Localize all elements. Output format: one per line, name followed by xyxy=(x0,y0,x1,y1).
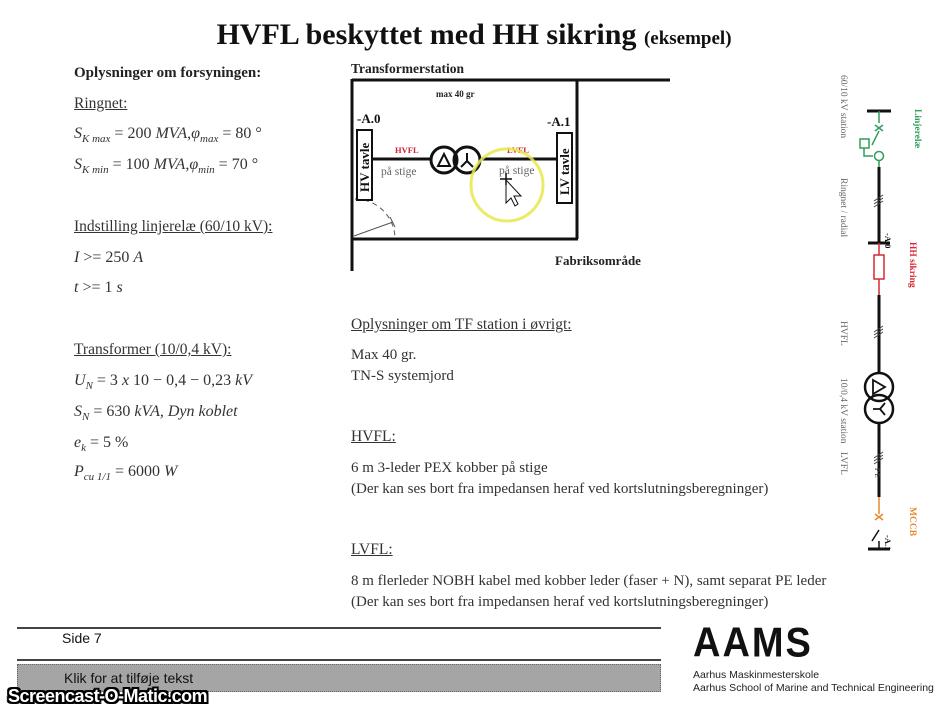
relay-current-formula: I >= 250 A xyxy=(74,249,144,266)
sld-hvfl-label: HVFL xyxy=(838,321,848,346)
logo-line-2: Aarhus School of Marine and Technical Engineering xyxy=(693,682,934,694)
hvfl-label: HVFL xyxy=(395,145,419,155)
lvfl-label: LVFL xyxy=(507,145,529,155)
lvfl-info-line-1: 8 m flerleder NOBH kabel med kobber leder (faser + N), samt separat PE leder xyxy=(351,573,827,589)
station-title: Transformerstation xyxy=(351,61,464,76)
screencast-watermark: Screencast-O-Matic.com xyxy=(8,686,208,706)
sk-max-formula: $S_{K max} = 200$ $MVA,\varphi_{max} = 80$ ° xyxy=(74,125,262,145)
aams-logo: AAMS xyxy=(693,620,813,667)
max-temp-label: max 40 gr xyxy=(436,89,475,99)
lvfl-info-line-2: (Der kan ses bort fra impedansen heraf ved kortslutningsberegninger) xyxy=(351,594,769,610)
a0-label: -A.0 xyxy=(357,111,381,126)
hvfl-info-label: HVFL: xyxy=(351,428,396,445)
hvfl-info-line-1: 6 m 3-leder PEX kobber på stige xyxy=(351,460,548,476)
slide-title-suffix: (eksempel) xyxy=(643,28,732,49)
ek-formula: $e_k = 5$ % xyxy=(74,434,129,454)
tf-info-line-1: Max 40 gr. xyxy=(351,347,417,363)
hv-board-label: HV tavle xyxy=(357,142,372,192)
sld-a1-label: -A.1 xyxy=(883,535,893,551)
ringnet-radial-label: Ringnet / radial xyxy=(838,178,848,238)
a1-label: -A.1 xyxy=(547,114,571,129)
station-layout-diagram xyxy=(340,55,670,280)
pe-mark: P E xyxy=(873,468,881,478)
slide-title xyxy=(0,18,948,52)
mouse-cursor-icon xyxy=(500,173,521,206)
logo-line-1: Aarhus Maskinmesterskole xyxy=(693,669,820,681)
pcu-formula: $P_{cu 1/1} = 6000$ W xyxy=(74,463,178,483)
factory-area-label: Fabriksområde xyxy=(555,253,641,268)
supply-heading: Oplysninger om forsyningen: xyxy=(74,65,262,81)
hh-sikring-label: HH sikring xyxy=(907,242,917,288)
sld-a0-label: -A.0 xyxy=(883,233,893,249)
tf-info-label: Oplysninger om TF station i øvrigt: xyxy=(351,316,572,333)
relay-setting-label: Indstilling linjerelæ (60/10 kV): xyxy=(74,218,273,235)
on-ladder-right: på stige xyxy=(499,165,535,177)
un-formula: $U_N = 3$ x 10 − 0,4 − 0,23 kV xyxy=(74,372,252,392)
tf-info-line-2: TN-S systemjord xyxy=(351,368,454,384)
sn-formula: $S_N = 630$ kVA, Dyn koblet xyxy=(74,403,238,423)
on-ladder-left: på stige xyxy=(381,166,417,178)
lv-board-label: LV tavle xyxy=(557,148,572,195)
transformer-symbol-icon xyxy=(865,373,893,423)
footer-divider-top xyxy=(17,627,661,629)
footer-divider-bottom xyxy=(17,659,661,661)
mccb-label: MCCB xyxy=(907,507,917,537)
hh-fuse-icon xyxy=(874,255,884,279)
single-line-diagram xyxy=(815,65,935,565)
linjerelae-label: Linjerelæ xyxy=(912,109,922,149)
station-60-10-label: 60/10 kV station xyxy=(838,75,848,139)
notes-placeholder: Klik for at tilføje tekst xyxy=(64,670,194,686)
lvfl-info-label: LVFL: xyxy=(351,541,393,558)
station-10-04-label: 10/0,4 kV station xyxy=(838,378,848,444)
mccb-breaker-icon xyxy=(875,497,883,520)
ringnet-label: Ringnet: xyxy=(74,95,128,112)
sk-min-formula: $S_{K min} = 100$ $MVA,\varphi_{min} = 70$ ° xyxy=(74,156,259,176)
relay-time-formula: t >= 1 s xyxy=(74,279,123,296)
page-number-label: Side 7 xyxy=(62,630,102,646)
slide-title-main: HVFL beskyttet med HH sikring xyxy=(216,18,637,51)
hvfl-info-line-2: (Der kan ses bort fra impedansen heraf ved kortslutningsberegninger) xyxy=(351,481,769,497)
line-relay-breaker-icon xyxy=(860,111,884,167)
sld-lvfl-label: LVFL xyxy=(838,452,848,475)
transformer-label: Transformer (10/0,4 kV): xyxy=(74,341,232,358)
